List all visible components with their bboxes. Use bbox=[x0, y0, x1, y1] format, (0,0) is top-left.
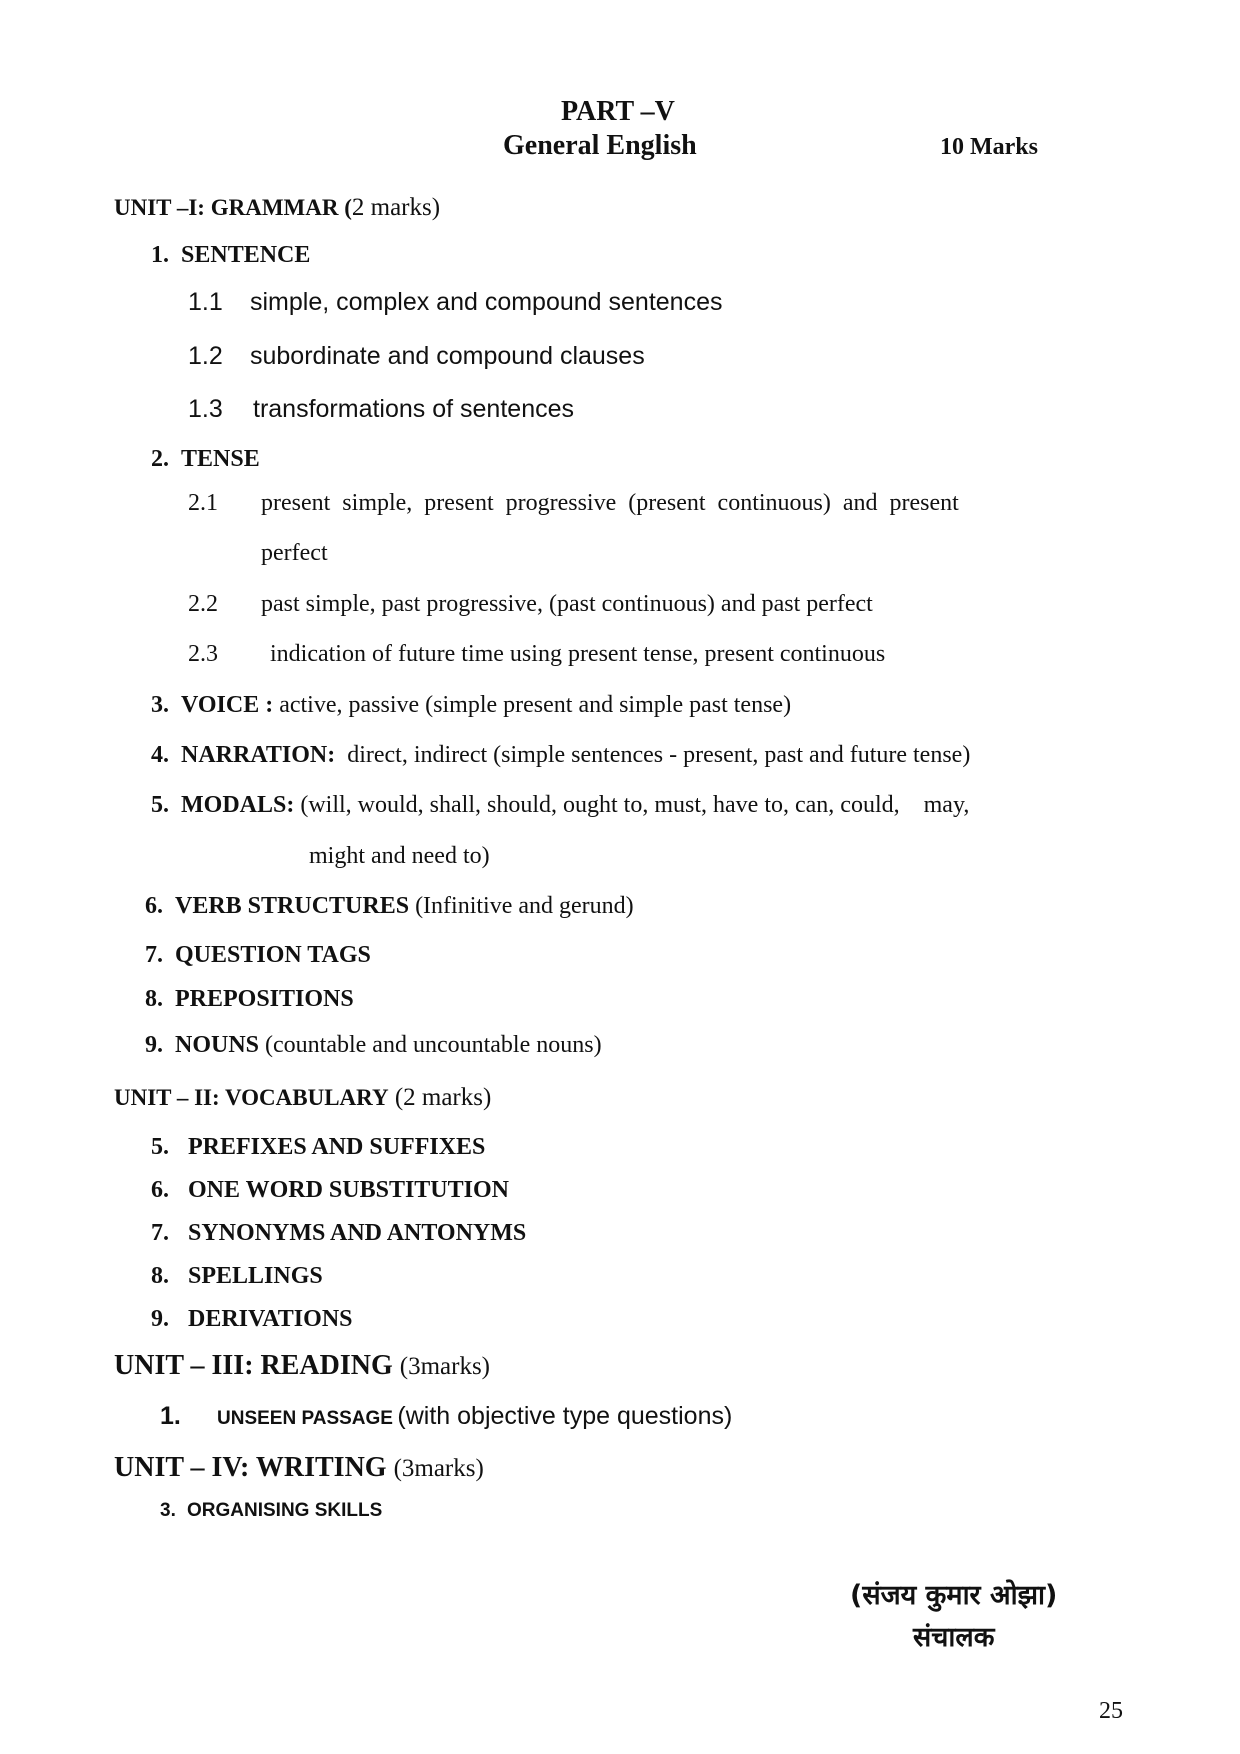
unit-1-item-3: 3. VOICE : active, passive (simple present and simple past tense) bbox=[151, 692, 792, 718]
unit-2-heading bbox=[114, 1084, 491, 1112]
unit-1-item-4: 4. NARRATION: direct, indirect (simple sentences - present, past and future tense) bbox=[151, 742, 971, 768]
unit-1-item-8: 8. PREPOSITIONS bbox=[145, 986, 354, 1012]
signatory-name: (संजय कुमार ओझा) bbox=[850, 1580, 1058, 1611]
unit-1-item-5: 5. MODALS: (will, would, shall, should, ought to, must, have to, can, could, may, bbox=[151, 792, 970, 818]
unit-2-item-8: 8. SPELLINGS bbox=[151, 1263, 323, 1289]
unit-1-item-5-cont: might and need to) bbox=[309, 843, 490, 869]
sentence-sub-3: 1.3 transformations of sentences bbox=[188, 395, 574, 423]
unit-1-item-6: 6. VERB STRUCTURES (Infinitive and gerund) bbox=[145, 893, 634, 919]
unit-3-marks: (3marks) bbox=[399, 1353, 491, 1380]
unit-1-item-2: 2. TENSE bbox=[151, 446, 260, 472]
unit-2-title: UNIT – II: VOCABULARY bbox=[114, 1085, 389, 1110]
unit-4-item-3: 3. ORGANISING SKILLS bbox=[160, 1500, 383, 1521]
tense-sub-3: 2.3 indication of future time using present tense, present continuous bbox=[188, 641, 886, 667]
unit-1-item-7: 7. QUESTION TAGS bbox=[145, 942, 371, 968]
unit-3-heading bbox=[114, 1350, 490, 1382]
part-heading: PART –V bbox=[561, 96, 675, 127]
unit-2-marks: (2 marks) bbox=[394, 1084, 492, 1111]
sentence-sub-1: 1.1 simple, complex and compound sentences bbox=[188, 288, 723, 316]
tense-sub-2: 2.2 past simple, past progressive, (past continuous) and past perfect bbox=[188, 591, 873, 617]
unit-4-title: UNIT – IV: WRITING bbox=[114, 1452, 387, 1483]
unit-3-title: UNIT – III: READING bbox=[114, 1350, 393, 1381]
signatory-designation: संचालक bbox=[913, 1622, 995, 1653]
unit-1-title: UNIT –I: GRAMMAR ( bbox=[114, 195, 352, 220]
unit-4-heading bbox=[114, 1452, 484, 1484]
marks-label: 10 Marks bbox=[940, 134, 1038, 160]
unit-1-item-9: 9. NOUNS (countable and uncountable nouns) bbox=[145, 1032, 602, 1058]
page-number: 25 bbox=[1099, 1698, 1123, 1724]
tense-sub-1-cont: perfect bbox=[261, 540, 328, 566]
sentence-sub-2: 1.2 subordinate and compound clauses bbox=[188, 342, 645, 370]
unit-1-heading bbox=[114, 194, 440, 222]
unit-2-item-9: 9. DERIVATIONS bbox=[151, 1306, 353, 1332]
tense-sub-1: 2.1 present simple, present progressive (present continuous) and present bbox=[188, 490, 959, 516]
unit-1-marks: 2 marks) bbox=[351, 194, 441, 221]
unit-2-item-5: 5. PREFIXES AND SUFFIXES bbox=[151, 1134, 486, 1160]
unit-2-item-7: 7. SYNONYMS AND ANTONYMS bbox=[151, 1220, 527, 1246]
unit-4-marks: (3marks) bbox=[393, 1455, 484, 1482]
unit-1-item-1: 1. SENTENCE bbox=[151, 242, 311, 268]
unit-3-item-1: 1. UNSEEN PASSAGE (with objective type questions) bbox=[160, 1402, 733, 1430]
unit-2-item-6: 6. ONE WORD SUBSTITUTION bbox=[151, 1177, 509, 1203]
subject-title: General English bbox=[503, 130, 697, 161]
